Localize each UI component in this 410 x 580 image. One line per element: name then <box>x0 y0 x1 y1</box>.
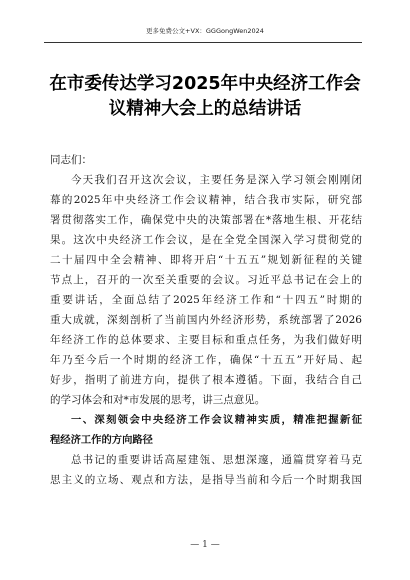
paragraph-2 <box>50 450 362 490</box>
paragraph-1 <box>50 170 362 410</box>
paragraph-line: 的学习体会和对*市发展的思考，讲三点意见。 <box>50 394 266 406</box>
document-title <box>30 72 380 122</box>
header-note: 更多免费公文+VX：GGGongWen2024 <box>146 27 264 35</box>
section-1-heading <box>50 410 362 450</box>
page-number: — 1 — <box>190 540 220 550</box>
document-body <box>50 150 362 490</box>
paragraph-line: 节点上，召开的一次至关重要的会议。习近平总书记在会上的 <box>50 274 362 286</box>
salutation: 同志们： <box>50 154 92 166</box>
paragraph-line: 幕的2025年中央经济工作会议精神，结合我市实际，研究部 <box>50 194 362 206</box>
section-heading-line: 一、深刻领会中央经济工作会议精神实质，精准把握新征 <box>71 414 362 426</box>
paragraph-line: 署贯彻落实工作，确保党中央的决策部署在*落地生根、开花结 <box>50 214 362 226</box>
section-heading-line: 程经济工作的方向路径 <box>50 434 153 446</box>
title-line: 在市委传达学习2025年中央经济工作会 <box>49 74 361 94</box>
paragraph-line: 年乃至今后一个时期的经济工作，确保“十五五”开好局、起 <box>50 354 362 366</box>
paragraph-line: 二十届四中全会精神、即将开启“十五五”规划新征程的关键 <box>50 254 362 266</box>
paragraph-line: 年经济工作的总体要求、主要目标和重点任务，为我们做好明 <box>50 334 362 346</box>
header-divider <box>44 42 362 43</box>
paragraph-line: 重要讲话，全面总结了2025年经济工作和“十四五”时期的 <box>50 294 362 306</box>
paragraph-line: 重大成就，深刻剖析了当前国内外经济形势，系统部署了2026 <box>50 314 362 326</box>
paragraph-line: 总书记的重要讲话高屋建瓴、思想深邃，通篇贯穿着马克 <box>71 454 362 466</box>
paragraph-line: 好步，指明了前进方向，提供了根本遵循。下面，我结合自己 <box>50 374 362 386</box>
paragraph-line: 今天我们召开这次会议，主要任务是深入学习领会刚刚闭 <box>71 174 362 186</box>
paragraph-line: 思主义的立场、观点和方法，是指导当前和今后一个时期我国 <box>50 474 362 486</box>
title-line: 议精神大会上的总结讲话 <box>108 99 302 119</box>
paragraph-line: 果。这次中央经济工作会议，是在全党全国深入学习贯彻党的 <box>50 234 362 246</box>
